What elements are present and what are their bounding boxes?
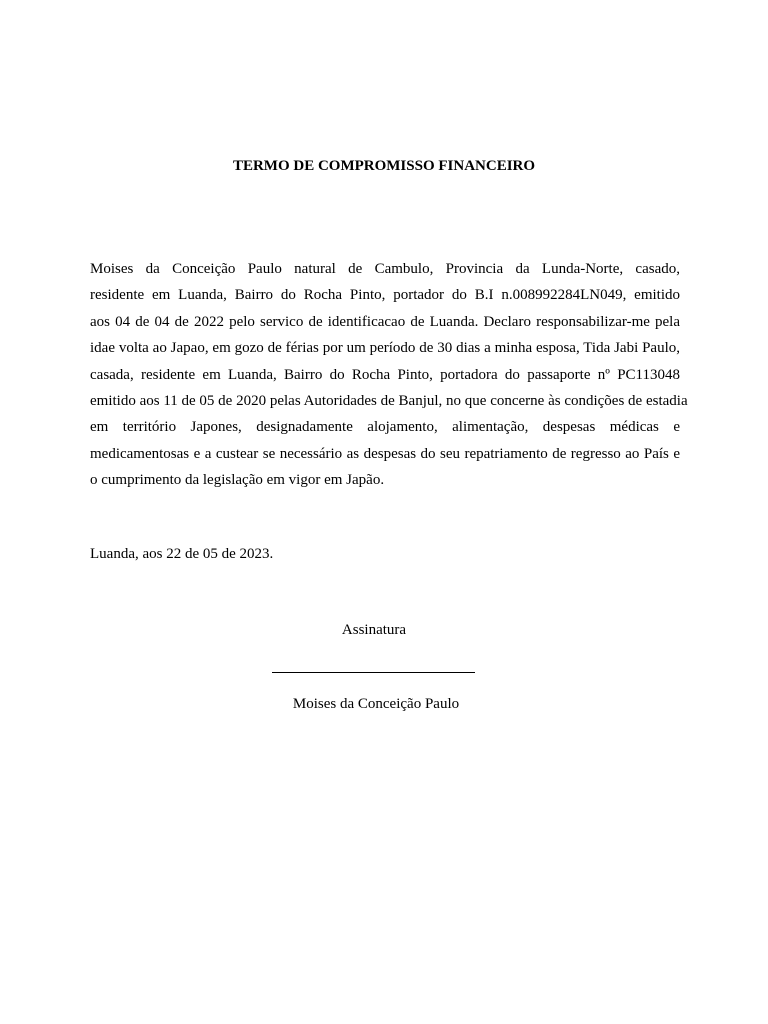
- signatory-name: Moises da Conceição Paulo: [292, 696, 460, 712]
- paragraph-line: emitido aos 11 de 05 de 2020 pelas Autoridades de Banjul, no que concerne às condições de estadia: [90, 393, 688, 410]
- place-and-date: Luanda, aos 22 de 05 de 2023.: [90, 546, 274, 562]
- paragraph-line: o cumprimento da legislação em vigor em Japão.: [90, 472, 385, 489]
- paragraph-line: aos 04 de 04 de 2022 pelo servico de identificacao de Luanda. Declaro responsabilizar-me pela: [90, 313, 680, 330]
- paragraph-line: idae volta ao Japao, em gozo de férias por um período de 30 dias a minha esposa, Tida Jabi Paulo,: [90, 340, 680, 357]
- declaration-paragraph: [90, 256, 688, 494]
- paragraph-line: medicamentosas e a custear se necessário as despesas do seu repatriamento de regresso ao País e: [90, 445, 680, 462]
- signature-line: [272, 672, 475, 673]
- paragraph-line: em território Japones, designadamente alojamento, alimentação, despesas médicas e: [90, 419, 680, 436]
- paragraph-line: casada, residente em Luanda, Bairro do Rocha Pinto, portadora do passaporte nº PC113048: [90, 366, 680, 383]
- document-title: TERMO DE COMPROMISSO FINANCEIRO: [232, 158, 536, 174]
- paragraph-line: residente em Luanda, Bairro do Rocha Pinto, portador do B.I n.008992284LN049, emitido: [90, 287, 680, 304]
- paragraph-line: Moises da Conceição Paulo natural de Cambulo, Provincia da Lunda-Norte, casado,: [90, 261, 680, 277]
- signature-caption: Assinatura: [341, 622, 407, 638]
